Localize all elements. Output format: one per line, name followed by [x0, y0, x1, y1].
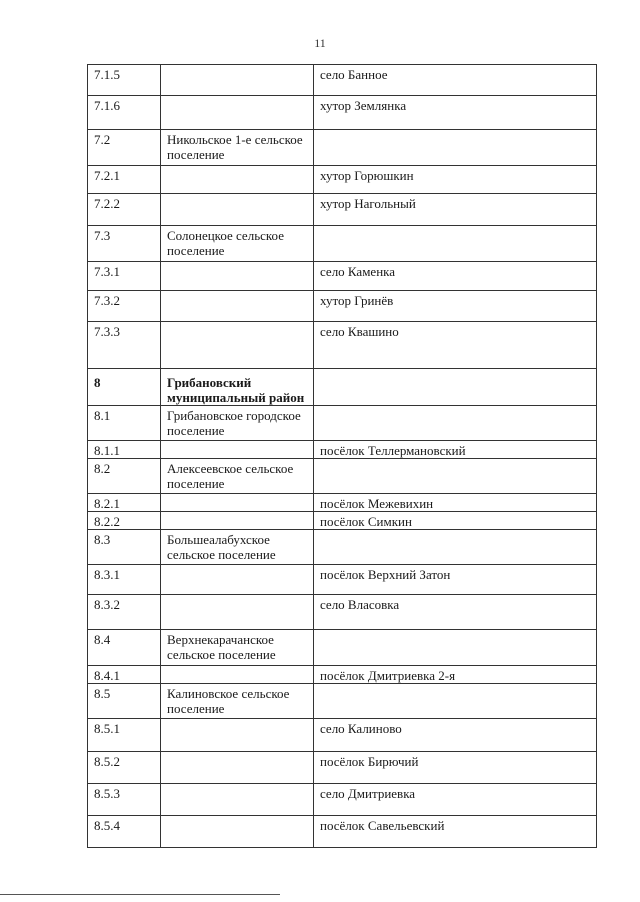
row-locality — [314, 130, 597, 166]
row-district — [161, 719, 314, 752]
row-code: 8.5 — [88, 684, 161, 719]
row-locality: посёлок Савельевский — [314, 816, 597, 848]
row-code: 8.5.3 — [88, 784, 161, 816]
row-locality: село Квашино — [314, 322, 597, 369]
settlements-table — [87, 64, 597, 848]
table-row — [88, 194, 597, 226]
row-code: 7.1.6 — [88, 96, 161, 130]
row-code: 8.3.1 — [88, 565, 161, 595]
table-row — [88, 226, 597, 262]
row-locality: село Банное — [314, 65, 597, 96]
row-locality: село Власовка — [314, 595, 597, 630]
row-locality — [314, 406, 597, 441]
table-row — [88, 291, 597, 322]
row-district: Грибановское городское поселение — [161, 406, 314, 441]
row-locality: хутор Нагольный — [314, 194, 597, 226]
row-locality — [314, 684, 597, 719]
row-code: 8.5.1 — [88, 719, 161, 752]
table-row — [88, 406, 597, 441]
table-row — [88, 530, 597, 565]
row-code: 8.1 — [88, 406, 161, 441]
row-code: 7.3.2 — [88, 291, 161, 322]
table-row — [88, 719, 597, 752]
row-district: Грибановский муниципальный район — [161, 369, 314, 406]
row-district — [161, 752, 314, 784]
row-locality: посёлок Теллермановский — [314, 441, 597, 459]
table-row — [88, 459, 597, 494]
row-code: 7.1.5 — [88, 65, 161, 96]
row-district — [161, 322, 314, 369]
row-locality: хутор Гринёв — [314, 291, 597, 322]
row-locality: посёлок Бирючий — [314, 752, 597, 784]
row-district — [161, 65, 314, 96]
row-locality: село Калиново — [314, 719, 597, 752]
row-code: 8.5.4 — [88, 816, 161, 848]
row-district: Солонецкое сельское поселение — [161, 226, 314, 262]
table-row — [88, 816, 597, 848]
bottom-rule — [0, 894, 280, 895]
row-locality: посёлок Дмитриевка 2-я — [314, 666, 597, 684]
row-locality: хутор Землянка — [314, 96, 597, 130]
row-district — [161, 166, 314, 194]
table-row — [88, 595, 597, 630]
row-code: 8 — [88, 369, 161, 406]
row-code: 7.2.1 — [88, 166, 161, 194]
row-code: 8.3 — [88, 530, 161, 565]
row-locality — [314, 226, 597, 262]
row-code: 8.1.1 — [88, 441, 161, 459]
row-code: 7.3 — [88, 226, 161, 262]
table-row — [88, 441, 597, 459]
row-district — [161, 565, 314, 595]
row-locality — [314, 369, 597, 406]
table-row — [88, 130, 597, 166]
table-row — [88, 684, 597, 719]
row-code: 8.3.2 — [88, 595, 161, 630]
row-district — [161, 194, 314, 226]
row-code: 7.2.2 — [88, 194, 161, 226]
row-locality — [314, 530, 597, 565]
row-district: Большеалабухское сельское поселение — [161, 530, 314, 565]
row-district: Калиновское сельское поселение — [161, 684, 314, 719]
table-row — [88, 752, 597, 784]
row-locality: село Дмитриевка — [314, 784, 597, 816]
row-district — [161, 512, 314, 530]
row-code: 8.2.1 — [88, 494, 161, 512]
row-code: 7.3.1 — [88, 262, 161, 291]
row-district: Верхнекарачанское сельское поселение — [161, 630, 314, 666]
row-locality: хутор Горюшкин — [314, 166, 597, 194]
row-locality: село Каменка — [314, 262, 597, 291]
row-code: 7.2 — [88, 130, 161, 166]
row-code: 8.5.2 — [88, 752, 161, 784]
row-code: 8.2 — [88, 459, 161, 494]
row-locality: посёлок Симкин — [314, 512, 597, 530]
row-district — [161, 784, 314, 816]
table-row — [88, 565, 597, 595]
row-locality — [314, 630, 597, 666]
row-district — [161, 262, 314, 291]
row-district: Никольское 1-е сельское поселение — [161, 130, 314, 166]
table-row — [88, 166, 597, 194]
row-district — [161, 494, 314, 512]
row-code: 8.2.2 — [88, 512, 161, 530]
row-district — [161, 595, 314, 630]
row-district — [161, 291, 314, 322]
table-row — [88, 666, 597, 684]
table-row — [88, 369, 597, 406]
table-body — [88, 65, 597, 848]
table-row — [88, 96, 597, 130]
table-row — [88, 65, 597, 96]
row-locality — [314, 459, 597, 494]
table-row — [88, 630, 597, 666]
table-row — [88, 784, 597, 816]
row-district — [161, 666, 314, 684]
row-district — [161, 816, 314, 848]
table-row — [88, 494, 597, 512]
row-code: 8.4 — [88, 630, 161, 666]
table-row — [88, 322, 597, 369]
row-locality: посёлок Межевихин — [314, 494, 597, 512]
page-number: 11 — [314, 36, 326, 50]
row-district — [161, 96, 314, 130]
row-district: Алексеевское сельское поселение — [161, 459, 314, 494]
row-district — [161, 441, 314, 459]
row-code: 7.3.3 — [88, 322, 161, 369]
table-row — [88, 262, 597, 291]
row-code: 8.4.1 — [88, 666, 161, 684]
row-locality: посёлок Верхний Затон — [314, 565, 597, 595]
table-row — [88, 512, 597, 530]
